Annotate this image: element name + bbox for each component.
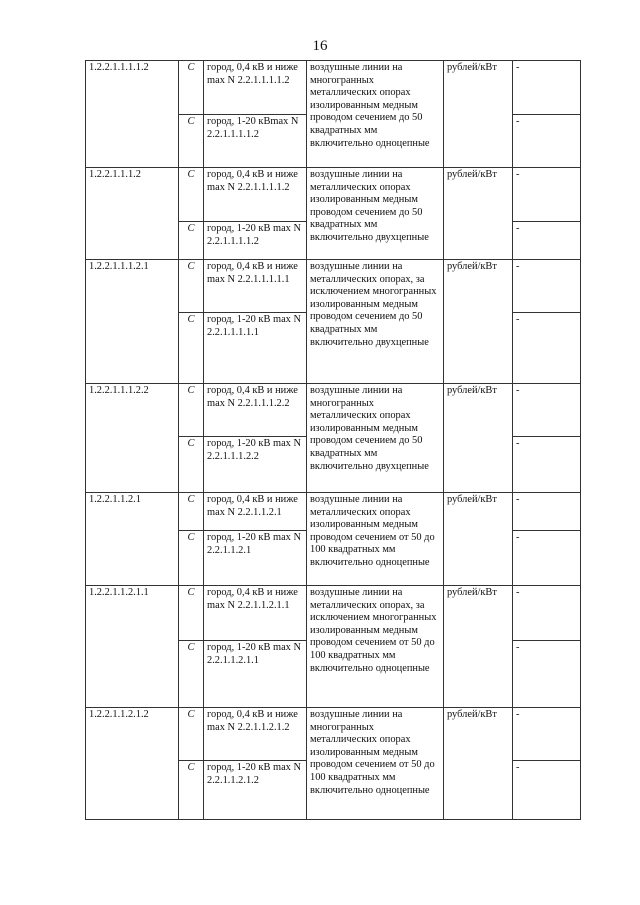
value-cell: - bbox=[513, 115, 581, 168]
row-code: 1.2.2.1.1.2.1.1 bbox=[86, 586, 179, 708]
table-row bbox=[86, 260, 581, 313]
unit-cell: рублей/кВт bbox=[444, 708, 513, 820]
line-description: воздушные линии на металлических опорах изолированным медным проводом сечением до 50 квадратных мм включительно двухцепные bbox=[307, 168, 444, 260]
table-row bbox=[86, 384, 581, 437]
value-cell: - bbox=[513, 641, 581, 708]
page-number: 16 bbox=[312, 38, 328, 54]
unit-cell: рублей/кВт bbox=[444, 260, 513, 384]
row-code: 1.2.2.1.1.1.2 bbox=[86, 168, 179, 260]
value-cell: - bbox=[513, 260, 581, 313]
unit-cell: рублей/кВт bbox=[444, 168, 513, 260]
value-cell: - bbox=[513, 708, 581, 761]
category-symbol: C bbox=[179, 313, 204, 384]
value-cell: - bbox=[513, 586, 581, 641]
value-cell: - bbox=[513, 531, 581, 586]
value-cell: - bbox=[513, 222, 581, 260]
category-description: город, 1-20 кВ max N 2.2.1.1.1.1.2 bbox=[204, 222, 307, 260]
value-cell: - bbox=[513, 384, 581, 437]
category-symbol: C bbox=[179, 531, 204, 586]
line-description: воздушные линии на металлических опорах изолированным медным проводом сечением от 50 до 100 квадратных мм включительно одноцепные bbox=[307, 493, 444, 586]
category-description: город, 1-20 кВmax N 2.2.1.1.1.1.2 bbox=[204, 115, 307, 168]
unit-cell: рублей/кВт bbox=[444, 493, 513, 586]
line-description: воздушные линии на металлических опорах, за исключением многогранных изолированным медным проводом сечением до 50 квадратных мм включительно двухцепные bbox=[307, 260, 444, 384]
line-description: воздушные линии на многогранных металлических опорах изолированным медным проводом сечением до 50 квадратных мм включительно двухцепные bbox=[307, 384, 444, 493]
unit-cell: рублей/кВт bbox=[444, 384, 513, 493]
unit-cell: рублей/кВт bbox=[444, 61, 513, 168]
category-symbol: C bbox=[179, 222, 204, 260]
category-description: город, 1-20 кВ max N 2.2.1.1.1.2.2 bbox=[204, 437, 307, 493]
table-row bbox=[86, 493, 581, 531]
category-description: город, 0,4 кВ и ниже max N 2.2.1.1.1.1.2 bbox=[204, 61, 307, 115]
category-description: город, 0,4 кВ и ниже max N 2.2.1.1.1.2.2 bbox=[204, 384, 307, 437]
category-symbol: C bbox=[179, 761, 204, 820]
category-symbol: C bbox=[179, 260, 204, 313]
row-code: 1.2.2.1.1.1.1.2 bbox=[86, 61, 179, 168]
value-cell: - bbox=[513, 313, 581, 384]
category-description: город, 0,4 кВ и ниже max N 2.2.1.1.1.1.1 bbox=[204, 260, 307, 313]
category-description: город, 0,4 кВ и ниже max N 2.2.1.1.2.1 bbox=[204, 493, 307, 531]
category-symbol: C bbox=[179, 384, 204, 437]
tariff-table bbox=[85, 60, 581, 820]
line-description: воздушные линии на многогранных металлических опорах изолированным медным проводом сечением до 50 квадратных мм включительно одноцепные bbox=[307, 61, 444, 168]
category-description: город, 1-20 кВ max N 2.2.1.1.2.1.1 bbox=[204, 641, 307, 708]
category-description: город, 0,4 кВ и ниже max N 2.2.1.1.2.1.2 bbox=[204, 708, 307, 761]
category-symbol: C bbox=[179, 61, 204, 115]
row-code: 1.2.2.1.1.2.1 bbox=[86, 493, 179, 586]
table-row bbox=[86, 61, 581, 115]
unit-cell: рублей/кВт bbox=[444, 586, 513, 708]
row-code: 1.2.2.1.1.2.1.2 bbox=[86, 708, 179, 820]
category-symbol: C bbox=[179, 708, 204, 761]
value-cell: - bbox=[513, 168, 581, 222]
value-cell: - bbox=[513, 493, 581, 531]
line-description: воздушные линии на многогранных металлических опорах изолированным медным проводом сечением от 50 до 100 квадратных мм включительно одноцепные bbox=[307, 708, 444, 820]
category-symbol: C bbox=[179, 168, 204, 222]
category-description: город, 0,4 кВ и ниже max N 2.2.1.1.2.1.1 bbox=[204, 586, 307, 641]
table-row bbox=[86, 708, 581, 761]
category-description: город, 1-20 кВ max N 2.2.1.1.2.1.2 bbox=[204, 761, 307, 820]
category-description: город, 1-20 кВ max N 2.2.1.1.2.1 bbox=[204, 531, 307, 586]
line-description: воздушные линии на металлических опорах, за исключением многогранных изолированным медным проводом сечением от 50 до 100 квадратных мм включительно одноцепные bbox=[307, 586, 444, 708]
table-row bbox=[86, 586, 581, 641]
category-description: город, 1-20 кВ max N 2.2.1.1.1.1.1 bbox=[204, 313, 307, 384]
category-symbol: C bbox=[179, 115, 204, 168]
category-description: город, 0,4 кВ и ниже max N 2.2.1.1.1.1.2 bbox=[204, 168, 307, 222]
row-code: 1.2.2.1.1.1.2.2 bbox=[86, 384, 179, 493]
row-code: 1.2.2.1.1.1.2.1 bbox=[86, 260, 179, 384]
value-cell: - bbox=[513, 437, 581, 493]
category-symbol: C bbox=[179, 437, 204, 493]
value-cell: - bbox=[513, 761, 581, 820]
value-cell: - bbox=[513, 61, 581, 115]
category-symbol: C bbox=[179, 493, 204, 531]
table-row bbox=[86, 168, 581, 222]
category-symbol: C bbox=[179, 641, 204, 708]
category-symbol: C bbox=[179, 586, 204, 641]
